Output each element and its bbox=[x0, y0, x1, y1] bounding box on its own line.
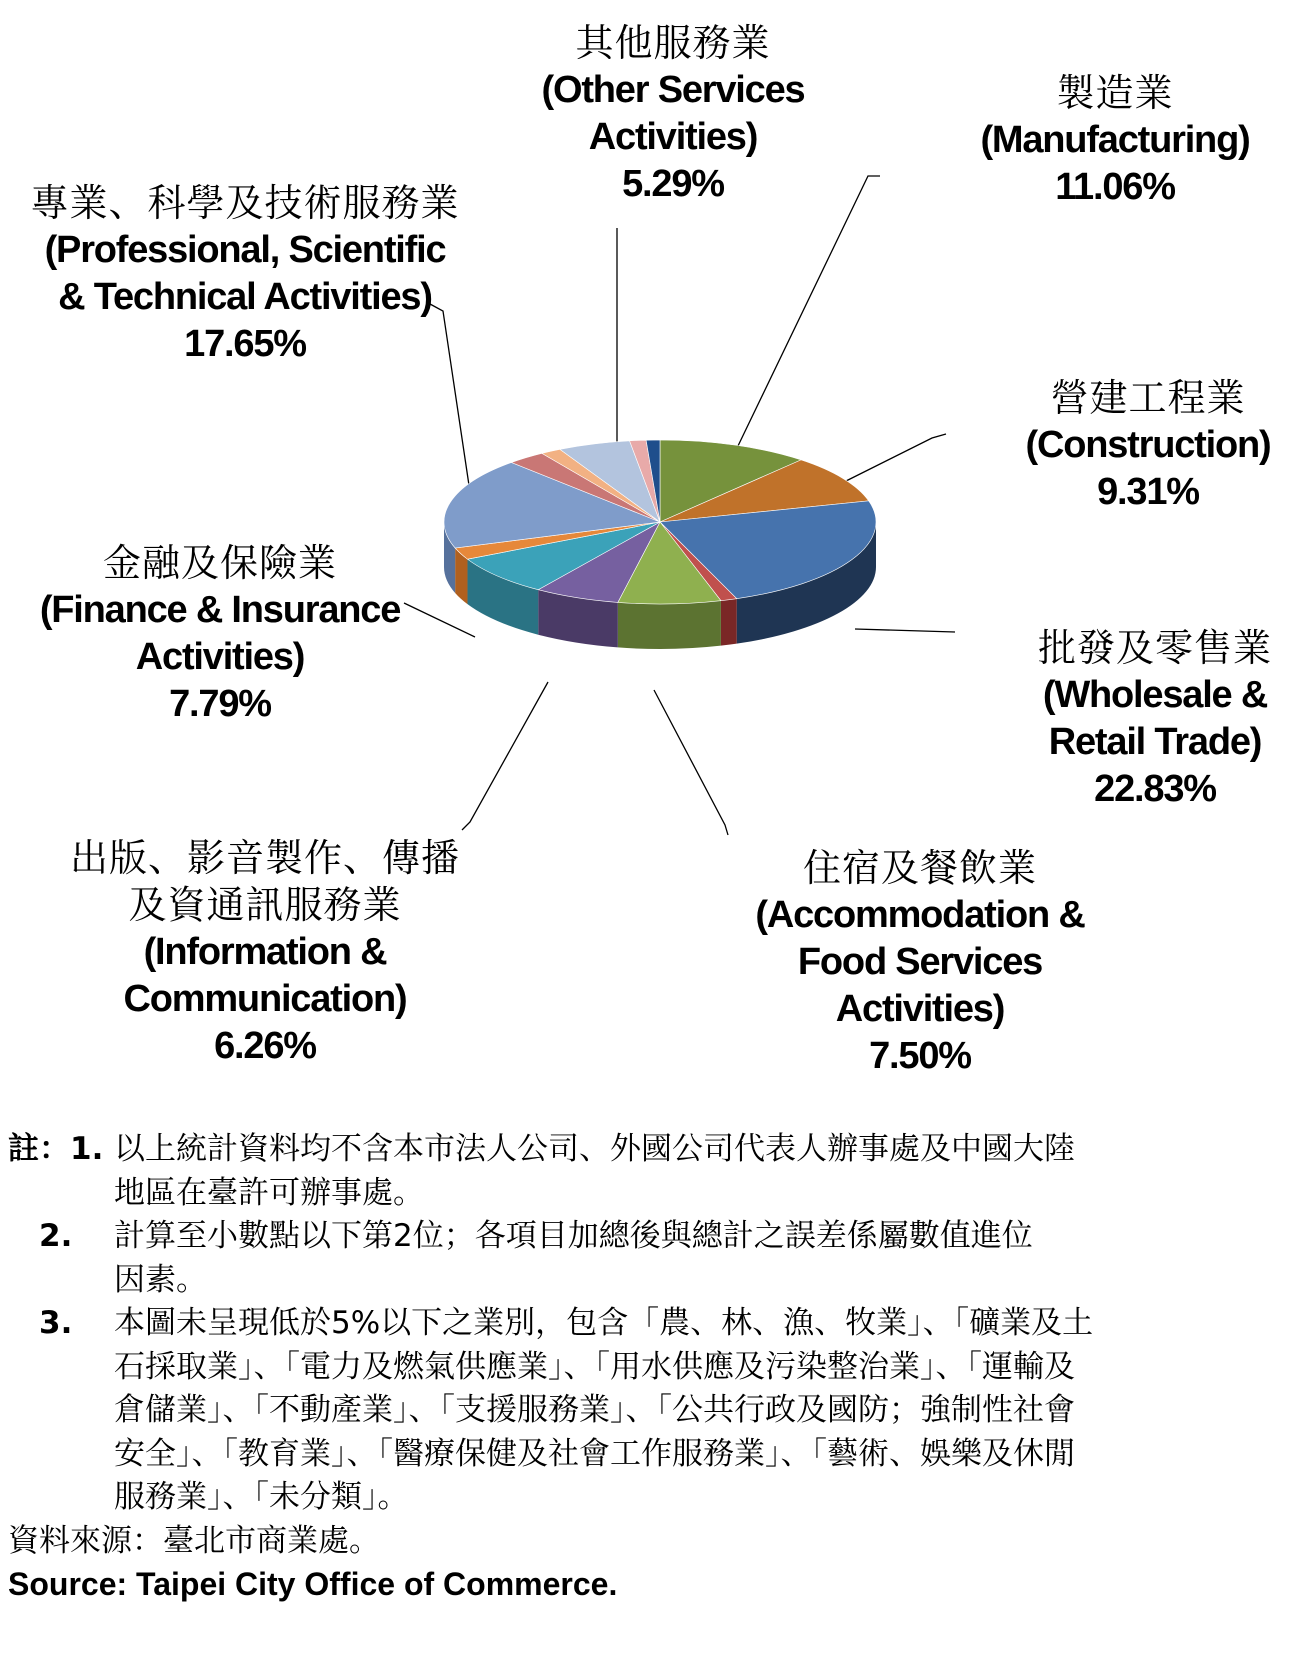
note-line: 本圖未呈現低於5%以下之業別，包含「農、林、漁、牧業」、「礦業及土 bbox=[114, 1305, 1094, 1341]
pie-side-other bbox=[721, 599, 737, 646]
note-1 bbox=[8, 1128, 1298, 1215]
label-pct: 22.83% bbox=[1094, 768, 1216, 810]
label-en: (Manufacturing) bbox=[980, 119, 1250, 161]
source-en: Source: Taipei City Office of Commerce. bbox=[8, 1566, 618, 1602]
label-professional bbox=[0, 180, 490, 368]
pie-top bbox=[444, 440, 876, 604]
note-line: 因素。 bbox=[114, 1261, 207, 1298]
note-line: 安全」、「教育業」、「醫療保健及社會工作服務業」、「藝術、娛樂及休閒 bbox=[114, 1435, 1075, 1472]
label-zh: 批發及零售業 bbox=[1037, 626, 1272, 670]
label-wholesale bbox=[1010, 625, 1300, 813]
leader-manufacturing bbox=[737, 176, 880, 448]
pie-side-accommodation bbox=[618, 601, 721, 649]
label-en: (Professional, Scientific bbox=[44, 229, 446, 271]
note-line: 石採取業」、「電力及燃氣供應業」、「用水供應及污染整治業」、「運輸及 bbox=[114, 1348, 1075, 1385]
note-3 bbox=[8, 1302, 1298, 1520]
note-number: 2. bbox=[39, 1218, 73, 1254]
leader-wholesale bbox=[855, 629, 955, 632]
label-zh: 住宿及餐飲業 bbox=[802, 846, 1037, 890]
label-pct: 6.26% bbox=[214, 1025, 316, 1067]
note-line: 計算至小數點以下第2位；各項目加總後與總計之誤差係屬數值進位 bbox=[114, 1218, 1033, 1254]
label-en: (Finance & Insurance bbox=[39, 589, 401, 631]
leader-construction bbox=[838, 434, 946, 485]
label-en: Activities) bbox=[588, 116, 758, 158]
label-construction bbox=[1000, 375, 1296, 516]
label-en: Food Services bbox=[797, 941, 1043, 983]
label-pct: 9.31% bbox=[1097, 471, 1199, 513]
label-en: Activities) bbox=[135, 636, 305, 678]
label-zh: 專業、科學及技術服務業 bbox=[30, 181, 460, 225]
label-en: & Technical Activities) bbox=[58, 276, 432, 318]
notes-label: 註： bbox=[8, 1131, 70, 1167]
label-pct: 5.29% bbox=[622, 163, 724, 205]
label-en: (Information & bbox=[143, 931, 387, 973]
label-other-services bbox=[508, 20, 838, 208]
note-line: 服務業」、「未分類」。 bbox=[114, 1479, 409, 1515]
label-pct: 7.79% bbox=[169, 683, 271, 725]
label-information bbox=[40, 835, 490, 1070]
label-pct: 17.65% bbox=[184, 323, 306, 365]
label-pct: 7.50% bbox=[869, 1035, 971, 1077]
leader-information bbox=[462, 682, 548, 830]
label-en: Communication) bbox=[123, 978, 407, 1020]
note-line: 倉儲業」、「不動產業」、「支援服務業」、「公共行政及國防；強制性社會 bbox=[114, 1392, 1075, 1428]
label-en: (Construction) bbox=[1025, 424, 1271, 466]
label-zh: 金融及保險業 bbox=[102, 541, 337, 585]
note-2 bbox=[8, 1215, 1298, 1302]
label-pct: 11.06% bbox=[1055, 166, 1175, 208]
label-en: (Other Services bbox=[541, 69, 805, 111]
note-line: 以上統計資料均不含本市法人公司、外國公司代表人辦事處及中國大陸 bbox=[114, 1131, 1075, 1167]
label-en: (Accommodation & bbox=[755, 894, 1085, 936]
note-number: 3. bbox=[39, 1305, 73, 1341]
label-finance bbox=[0, 540, 440, 728]
leader-accommodation bbox=[654, 690, 728, 835]
label-manufacturing bbox=[940, 70, 1290, 211]
label-zh: 其他服務業 bbox=[575, 21, 771, 65]
source-zh: 資料來源：臺北市商業處。 bbox=[8, 1522, 380, 1559]
notes-section bbox=[8, 1128, 1298, 1607]
label-zh: 出版、影音製作、傳播 bbox=[69, 836, 460, 880]
label-zh: 製造業 bbox=[1056, 71, 1174, 115]
label-en: (Wholesale & bbox=[1042, 674, 1268, 716]
note-number: 1. bbox=[70, 1131, 104, 1167]
note-line: 地區在臺許可辦事處。 bbox=[114, 1174, 424, 1211]
label-en: Activities) bbox=[835, 988, 1005, 1030]
label-zh: 及資通訊服務業 bbox=[128, 883, 402, 927]
label-accommodation bbox=[720, 845, 1120, 1080]
label-en: Retail Trade) bbox=[1048, 721, 1262, 763]
label-zh: 營建工程業 bbox=[1050, 376, 1246, 420]
